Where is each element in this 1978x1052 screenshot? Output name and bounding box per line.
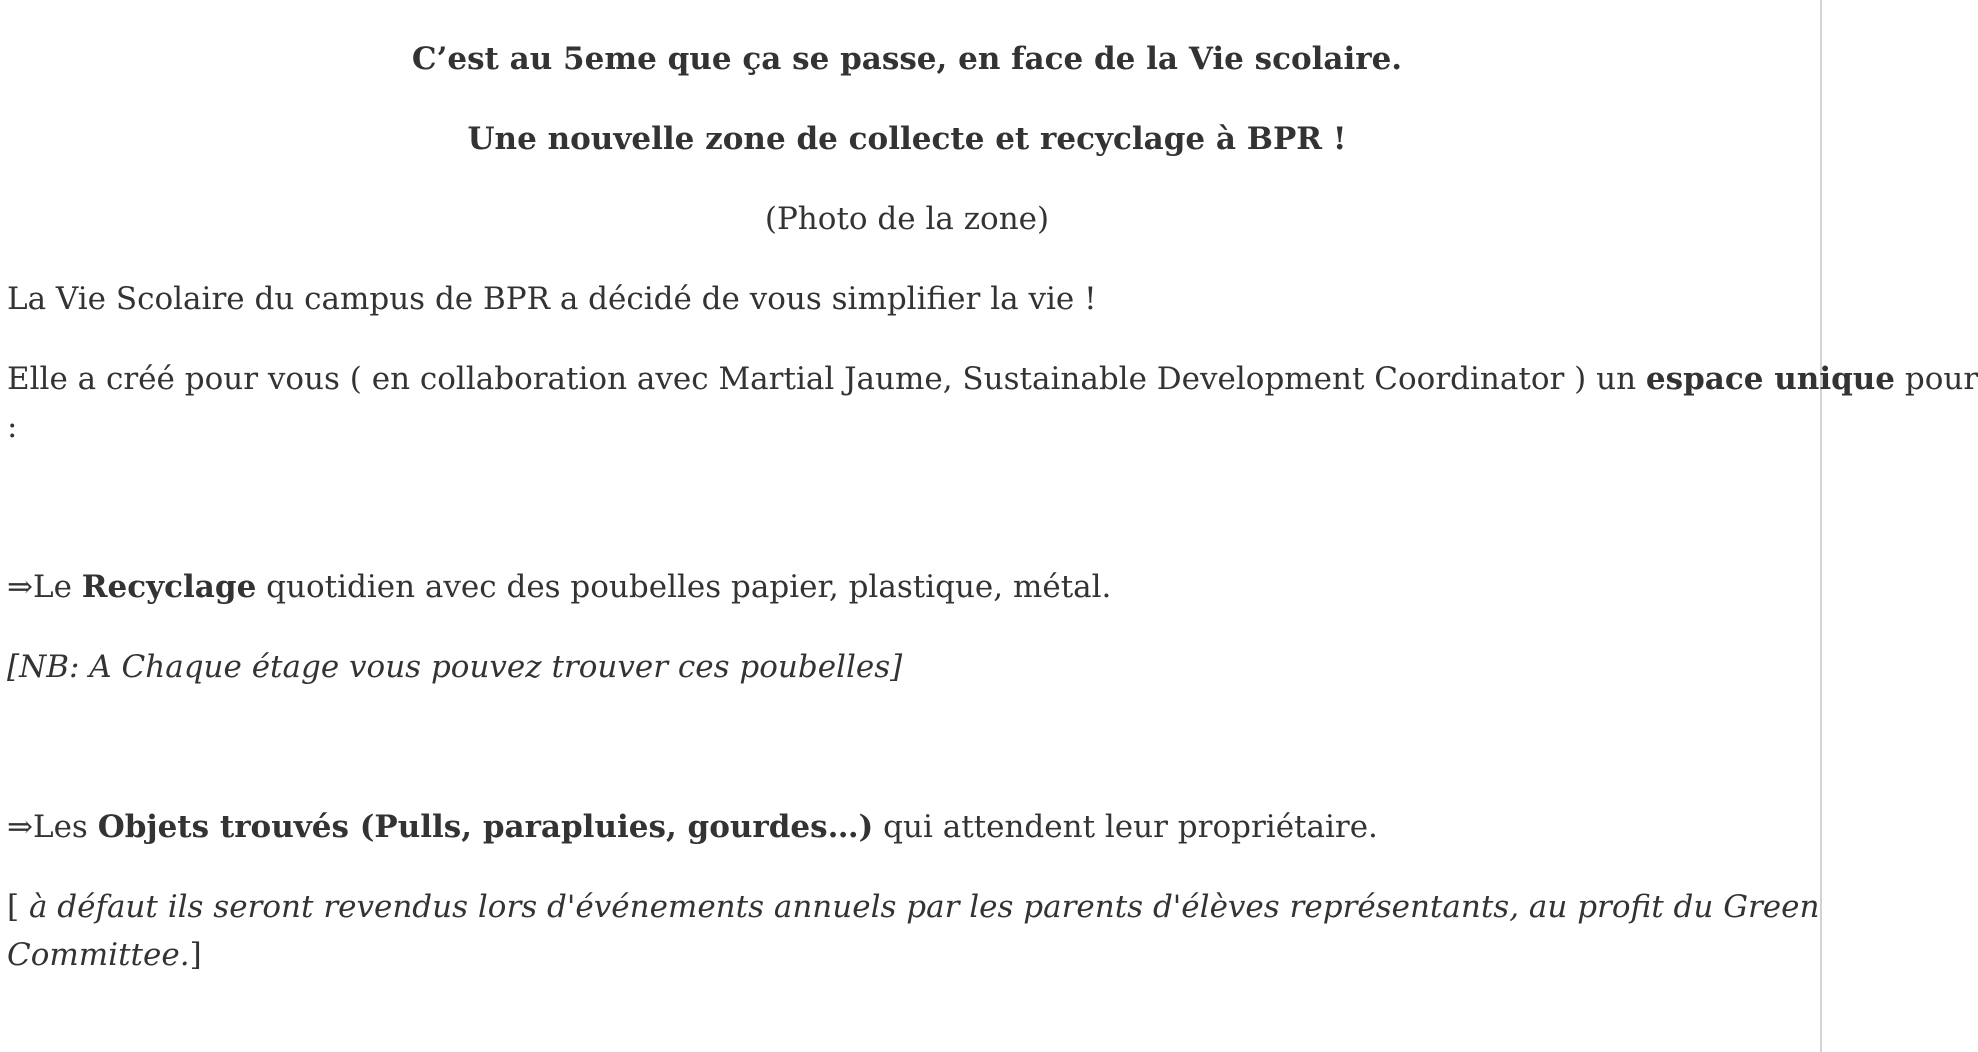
creation-paragraph bbox=[7, 355, 1978, 403]
arrow-icon: ⇒ bbox=[7, 569, 33, 605]
creation-highlight: espace unique bbox=[1645, 361, 1896, 397]
recycling-item bbox=[7, 563, 1111, 611]
recycling-prefix: Le bbox=[32, 569, 82, 605]
lost-found-note-line-2 bbox=[7, 931, 202, 979]
recycling-note: [NB: A Chaque étage vous pouvez trouver ces poubelles] bbox=[7, 649, 903, 685]
arrow-icon: ⇒ bbox=[7, 809, 33, 845]
lost-found-item bbox=[7, 803, 1378, 851]
creation-suffix: pour bbox=[1895, 361, 1978, 397]
note-close-bracket: ] bbox=[189, 937, 202, 973]
page-edge-rule bbox=[1820, 0, 1822, 1052]
lost-found-note-text-2: Committee. bbox=[7, 937, 190, 973]
lost-found-note-text-1: à défaut ils seront revendus lors d'événements annuels par les parents d'élèves représentants, au profit du Green bbox=[28, 889, 1820, 925]
lost-found-highlight: Objets trouvés (Pulls, parapluies, gourdes…) bbox=[97, 809, 874, 845]
lost-found-prefix: Les bbox=[32, 809, 98, 845]
recycling-suffix: quotidien avec des poubelles papier, plastique, métal. bbox=[256, 569, 1112, 605]
lost-found-note-line-1 bbox=[7, 883, 1819, 931]
title-line: C’est au 5eme que ça se passe, en face de la Vie scolaire. bbox=[411, 41, 1403, 77]
intro-paragraph: La Vie Scolaire du campus de BPR a décidé de vous simplifier la vie ! bbox=[7, 281, 1097, 317]
lost-found-suffix: qui attendent leur propriétaire. bbox=[873, 809, 1378, 845]
photo-caption: (Photo de la zone) bbox=[764, 201, 1050, 237]
headline: Une nouvelle zone de collecte et recyclage à BPR ! bbox=[467, 121, 1347, 157]
recycling-highlight: Recyclage bbox=[81, 569, 257, 605]
creation-prefix: Elle a créé pour vous ( en collaboration avec Martial Jaume, Sustainable Development Coordinator ) un bbox=[7, 361, 1646, 397]
creation-continuation: : bbox=[7, 409, 18, 445]
note-open-bracket: [ bbox=[7, 889, 29, 925]
